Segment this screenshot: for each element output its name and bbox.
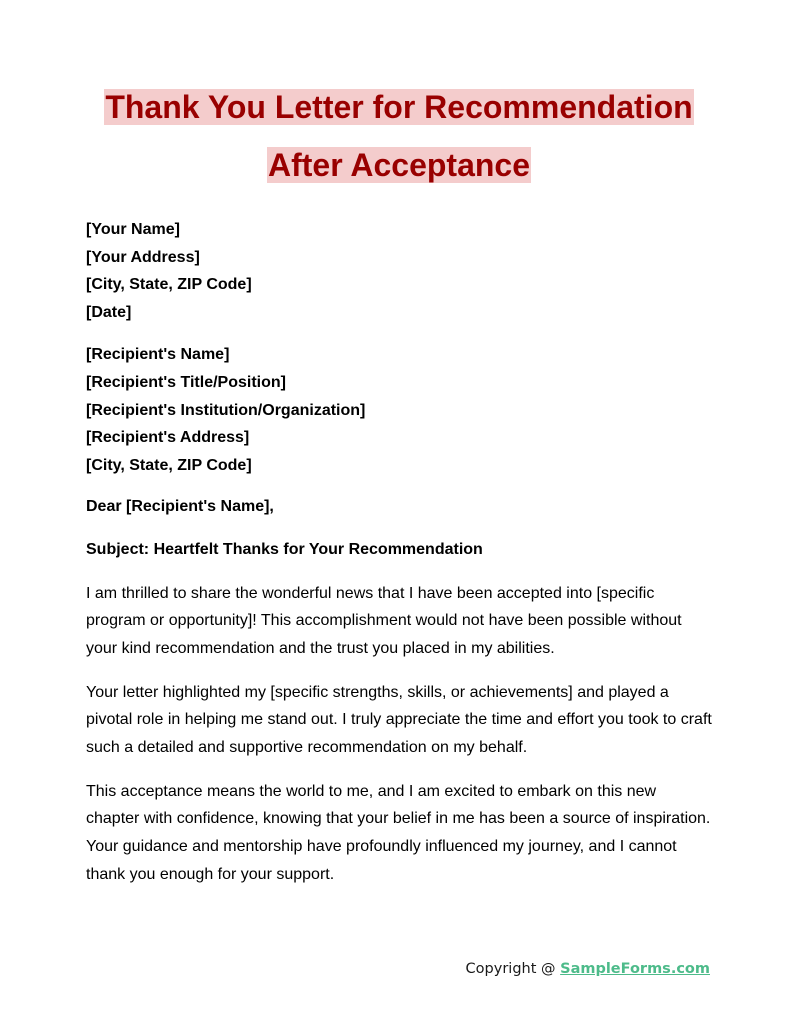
recipient-city-state-zip: [City, State, ZIP Code] xyxy=(86,456,252,474)
recipient-address: [Recipient's Address] xyxy=(86,429,250,447)
body-paragraph-1: I am thrilled to share the wonderful news that I have been accepted into [specific program or opportunity]! This accomplishment would not have been possible without your kind recommendation and the trust you placed in my abilities. xyxy=(86,584,682,657)
sender-city-state-zip: [City, State, ZIP Code] xyxy=(86,276,252,294)
recipient-title: [Recipient's Title/Position] xyxy=(86,373,286,391)
recipient-institution: [Recipient's Institution/Organization] xyxy=(86,401,366,419)
letter-page xyxy=(86,78,712,889)
title-line-1: Thank You Letter for Recommendation xyxy=(105,89,693,125)
sender-date: [Date] xyxy=(86,303,132,321)
sender-address-block xyxy=(86,216,712,326)
recipient-address-block xyxy=(86,341,712,479)
salutation: Dear [Recipient's Name], xyxy=(86,498,274,516)
subject-line: Subject: Heartfelt Thanks for Your Recommendation xyxy=(86,540,483,558)
body-paragraph-3: This acceptance means the world to me, and I am excited to embark on this new chapter with confidence, knowing that your belief in me has been a source of inspiration. Your guidance and mentorship have profoundly influenced my journey, and I cannot thank you enough for your support. xyxy=(86,782,711,883)
recipient-name: [Recipient's Name] xyxy=(86,346,230,364)
sender-address: [Your Address] xyxy=(86,248,200,266)
sender-name: [Your Name] xyxy=(86,221,180,238)
document-title xyxy=(76,78,722,194)
title-line-2: After Acceptance xyxy=(267,147,530,183)
sampleforms-link[interactable]: SampleForms.com xyxy=(560,961,710,977)
copyright-footer xyxy=(466,961,710,977)
body-paragraph-2: Your letter highlighted my [specific strengths, skills, or achievements] and played a pivotal role in helping me stand out. I truly appreciate the time and effort you took to craft such a detailed and supportive recommendation on my behalf. xyxy=(86,683,712,757)
copyright-prefix: Copyright @ xyxy=(465,961,561,977)
